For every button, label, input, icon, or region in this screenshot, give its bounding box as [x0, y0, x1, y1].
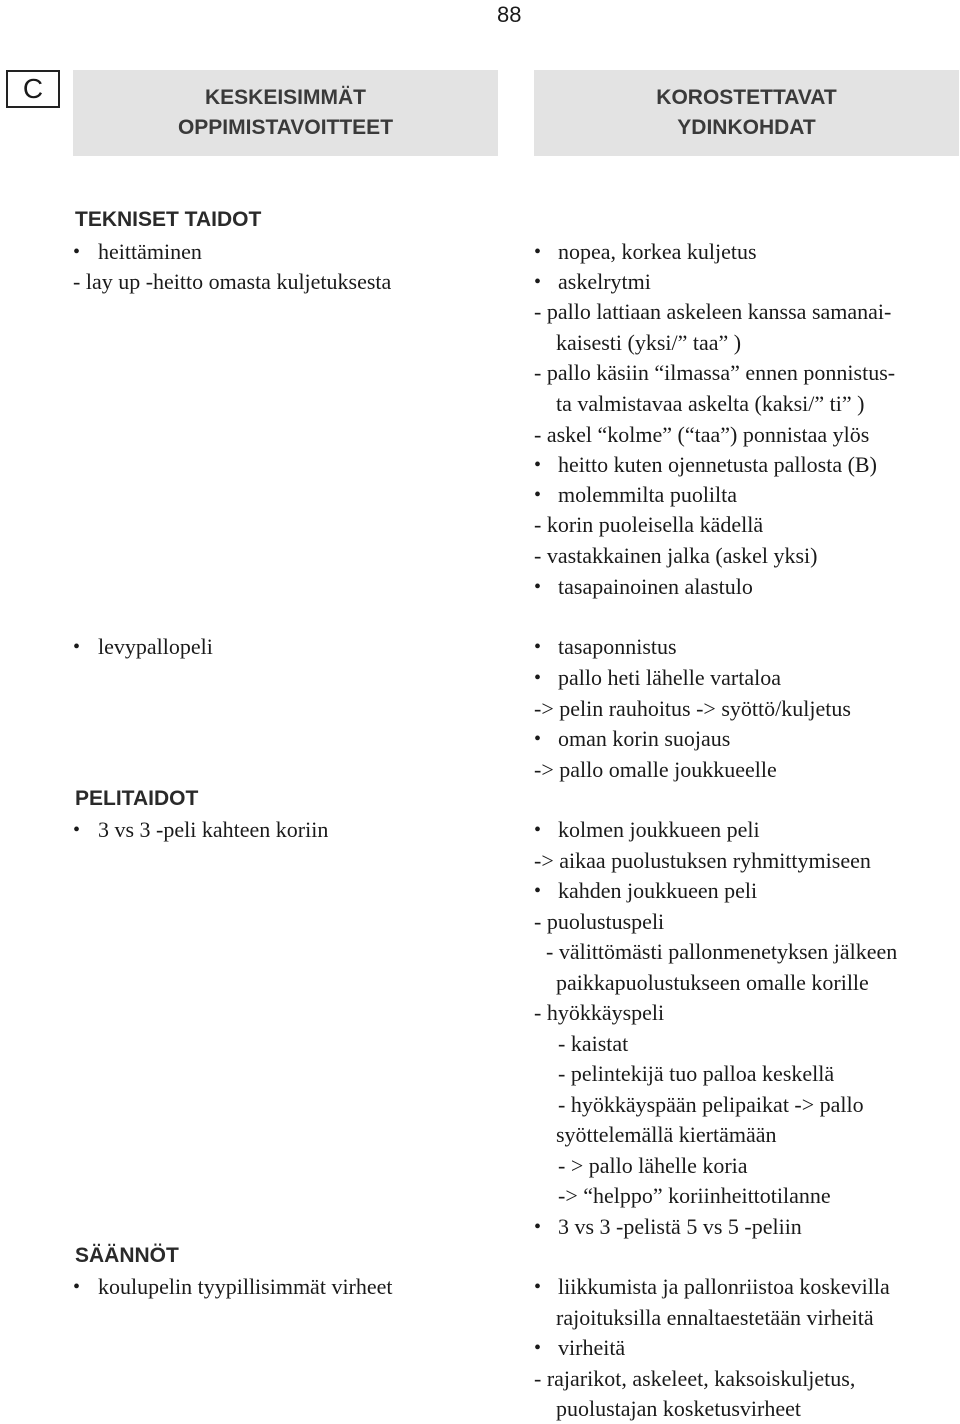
bullet-icon: • — [534, 880, 542, 902]
bullet-icon: • — [534, 484, 542, 506]
bullet-icon: • — [534, 667, 542, 689]
right-text-line: pallo heti lähelle vartaloa — [558, 665, 781, 690]
right-text-line: liikkumista ja pallonriistoa koskevilla — [558, 1274, 890, 1299]
header-left-line1: KESKEISIMMÄT — [204, 86, 366, 109]
bullet-icon: • — [534, 241, 542, 263]
bullet-icon: • — [534, 1216, 542, 1238]
right-text-line: kolmen joukkueen peli — [558, 817, 760, 842]
right-text-line: oman korin suojaus — [558, 726, 731, 751]
right-text-line: tasaponnistus — [558, 634, 677, 659]
bullet-icon: • — [73, 819, 81, 841]
right-text-line: - pelintekijä tuo palloa keskellä — [558, 1061, 835, 1086]
right-text-line: puolustajan kosketusvirheet — [556, 1396, 802, 1421]
right-text-line: - puolustuspeli — [534, 909, 665, 934]
right-text-line: kaisesti (yksi/” taa” ) — [556, 330, 742, 355]
right-text-line: syöttelemällä kiertämään — [556, 1122, 777, 1147]
right-text-line: virheitä — [558, 1335, 626, 1360]
bullet-icon: • — [534, 576, 542, 598]
bullet-icon: • — [534, 1276, 542, 1298]
right-text-line: -> pelin rauhoitus -> syöttö/kuljetus — [534, 696, 851, 721]
right-text-line: nopea, korkea kuljetus — [558, 239, 757, 264]
bullet-icon: • — [534, 454, 542, 476]
bullet-icon: • — [534, 271, 542, 293]
right-text-line: - askel “kolme” (“taa”) ponnistaa ylös — [534, 422, 870, 447]
right-text-line: tasapainoinen alastulo — [558, 574, 753, 599]
right-text-line: - pallo lattiaan askeleen kanssa samanai- — [534, 299, 892, 324]
left-section-heading: TEKNISET TAIDOT — [75, 208, 262, 231]
left-section-heading: SÄÄNNÖT — [75, 1244, 179, 1267]
header-right — [534, 70, 959, 156]
bullet-icon: • — [73, 636, 81, 658]
bullet-icon: • — [534, 728, 542, 750]
right-text-line: - vastakkainen jalka (askel yksi) — [534, 543, 818, 568]
bullet-icon: • — [534, 636, 542, 658]
right-text-line: paikkapuolustukseen omalle korille — [556, 970, 869, 995]
header-right-line1: KOROSTETTAVAT — [656, 86, 837, 109]
left-text-line: 3 vs 3 -peli kahteen koriin — [98, 817, 329, 842]
right-text-line: heitto kuten ojennetusta pallosta (B) — [558, 452, 877, 477]
right-text-line: - rajarikot, askeleet, kaksoiskuljetus, — [534, 1366, 856, 1391]
page-number: 88 — [497, 2, 522, 27]
right-text-line: - pallo käsiin “ilmassa” ennen ponnistus- — [534, 360, 896, 385]
header-right-line2: YDINKOHDAT — [677, 116, 816, 139]
right-text-line: - hyökkäyspään pelipaikat -> pallo — [558, 1092, 864, 1117]
right-text-line: -> pallo omalle joukkueelle — [534, 757, 777, 782]
right-text-line: -> “helppo” koriinheittotilanne — [558, 1183, 831, 1208]
right-text-line: 3 vs 3 -pelistä 5 vs 5 -peliin — [558, 1214, 802, 1239]
right-text-line: askelrytmi — [558, 269, 651, 294]
section-letter-box: C — [6, 70, 60, 108]
right-text-line: molemmilta puolilta — [558, 482, 738, 507]
bullet-icon: • — [73, 241, 81, 263]
right-text-line: kahden joukkueen peli — [558, 878, 758, 903]
right-text-line: rajoituksilla ennaltaestetään virheitä — [556, 1305, 874, 1330]
right-text-line: - hyökkäyspeli — [534, 1000, 665, 1025]
right-text-line: ta valmistavaa askelta (kaksi/” ti” ) — [556, 391, 865, 416]
header-left — [73, 70, 498, 156]
bullet-icon: • — [73, 1276, 81, 1298]
left-text-line: - lay up -heitto omasta kuljetuksesta — [73, 269, 392, 294]
left-text-line: koulupelin tyypillisimmät virheet — [98, 1274, 393, 1299]
left-text-line: heittäminen — [98, 239, 202, 264]
left-text-line: levypallopeli — [98, 634, 213, 659]
right-text-line: - kaistat — [558, 1031, 629, 1056]
right-text-line: - korin puoleisella kädellä — [534, 512, 764, 537]
right-text-line: - > pallo lähelle koria — [558, 1153, 748, 1178]
bullet-icon: • — [534, 1337, 542, 1359]
right-text-line: -> aikaa puolustuksen ryhmittymiseen — [534, 848, 871, 873]
header-left-line2: OPPIMISTAVOITTEET — [177, 116, 394, 139]
bullet-icon: • — [534, 819, 542, 841]
left-section-heading: PELITAIDOT — [75, 787, 199, 810]
right-text-line: - välittömästi pallonmenetyksen jälkeen — [546, 939, 898, 964]
